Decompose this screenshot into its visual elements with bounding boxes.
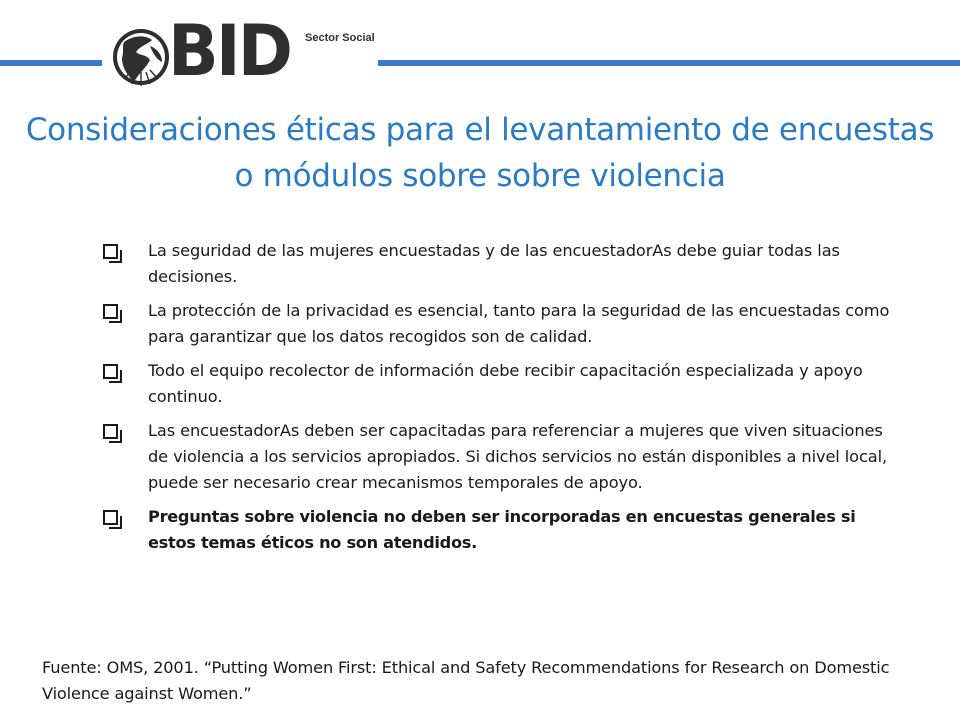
header-rule-left: [0, 60, 102, 66]
bullet-text: La protección de la privacidad es esencial, tanto para la seguridad de las encuestadas como para garantizar que los datos recogidos son de calidad.: [148, 301, 890, 346]
bullet-text: La seguridad de las mujeres encuestadas y de las encuestadorAs debe guiar todas las decisiones.: [148, 241, 840, 286]
bullet-item-emphasis: [100, 504, 900, 556]
slide-title: Consideraciones éticas para el levantamiento de encuestas o módulos sobre sobre violencia: [25, 112, 935, 194]
bullet-text: Todo el equipo recolector de información debe recibir capacitación especializada y apoyo continuo.: [148, 361, 863, 406]
checkbox-icon: [103, 424, 118, 439]
logo-wordmark: BID: [168, 10, 291, 92]
bullet-list: [100, 238, 900, 564]
checkbox-icon: [103, 364, 118, 379]
bullet-item: [100, 238, 900, 290]
bullet-text: Preguntas sobre violencia no deben ser incorporadas en encuestas generales si estos temas éticos no son atendidos.: [148, 507, 856, 552]
checkbox-icon: [103, 304, 118, 319]
bid-logo: [110, 10, 380, 98]
header-rule-right: [378, 60, 960, 66]
slide-header: [0, 0, 960, 110]
bullet-item: [100, 298, 900, 350]
globe-icon: [110, 24, 172, 90]
bullet-item: [100, 418, 900, 496]
logo-subtitle: Sector Social: [305, 32, 375, 44]
checkbox-icon: [103, 244, 118, 259]
bullet-text: Las encuestadorAs deben ser capacitadas para referenciar a mujeres que viven situaciones de violencia a los servicios apropiados. Si dichos servicios no están disponibles a nivel local, puede ser necesario crear mecanismos temporales de apoyo.: [148, 421, 888, 492]
checkbox-icon: [103, 510, 118, 525]
source-citation: Fuente: OMS, 2001. “Putting Women First: Ethical and Safety Recommendations for Research on Domestic Violence against Women.”: [42, 658, 890, 703]
bullet-item: [100, 358, 900, 410]
